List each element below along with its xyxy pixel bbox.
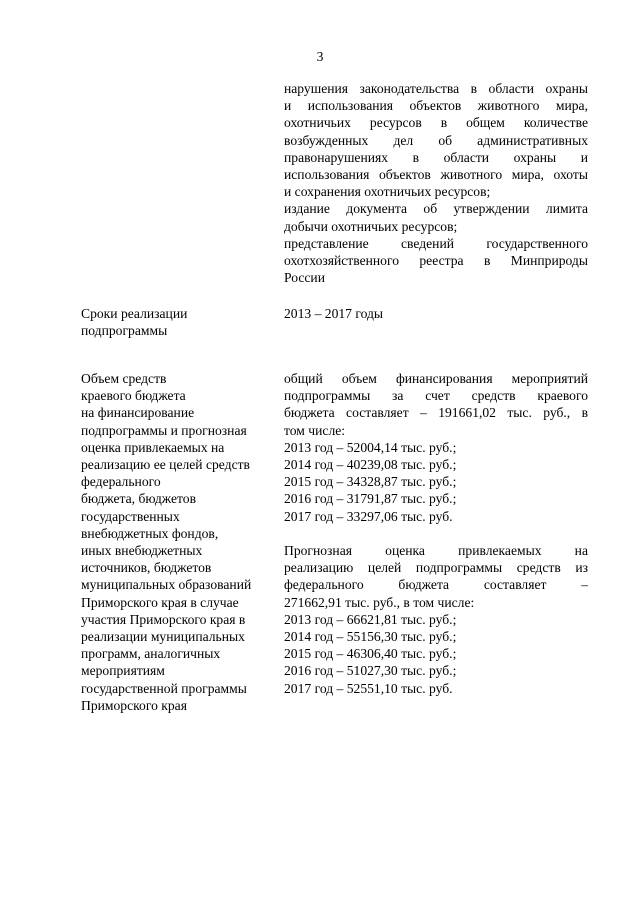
label-line: бюджета, бюджетов bbox=[81, 491, 197, 507]
text-line: федерального бюджета составляет – bbox=[284, 577, 588, 593]
text-line: и использования объектов животного мира, bbox=[284, 98, 588, 114]
text-line: использования объектов животного мира, охоты bbox=[284, 167, 588, 183]
label-line: краевого бюджета bbox=[81, 388, 186, 404]
label-line: программ, аналогичных bbox=[81, 646, 221, 662]
text-line: Прогнозная оценка привлекаемых на bbox=[284, 543, 588, 558]
label-line: муниципальных образований bbox=[81, 577, 252, 593]
text-line: нарушения законодательства в области охраны bbox=[284, 81, 588, 96]
label-line: Приморского края в случае bbox=[81, 594, 239, 610]
text-line: представление сведений государственного bbox=[284, 235, 588, 251]
text-line: подпрограммы за счет средств краевого bbox=[284, 388, 588, 404]
label-line: участия Приморского края в bbox=[81, 611, 246, 627]
text-line: охотничьих ресурсов в общем количестве bbox=[284, 115, 588, 131]
label-line: мероприятиям bbox=[81, 663, 165, 679]
label-line: иных внебюджетных bbox=[81, 543, 203, 559]
label-line: на финансирование bbox=[81, 405, 195, 421]
label-line: оценка привлекаемых на bbox=[81, 439, 225, 455]
text-line: реализацию целей подпрограммы средств из bbox=[284, 560, 588, 576]
text-line: общий объем финансирования мероприятий bbox=[284, 371, 588, 386]
text-line: России bbox=[284, 270, 325, 286]
label-line: подпрограммы и прогнозная bbox=[81, 422, 247, 438]
label-line: реализацию ее целей средств bbox=[81, 457, 250, 473]
label-line: Приморского края bbox=[81, 697, 187, 713]
label-line: Сроки реализации bbox=[81, 306, 188, 321]
label-line: внебюджетных фондов, bbox=[81, 525, 219, 541]
label-line: Объем средств bbox=[81, 371, 167, 386]
text-line: правонарушениях в области охраны и bbox=[284, 149, 588, 165]
year-amount-line: 2015 год – 46306,40 тыс. руб.; bbox=[284, 646, 457, 662]
text-line: издание документа об утверждении лимита bbox=[284, 201, 588, 217]
text-line: охотхозяйственного реестра в Минприроды bbox=[284, 253, 588, 269]
text-line: 271662,91 тыс. руб., в том числе: bbox=[284, 594, 475, 610]
year-amount-line: 2017 год – 52551,10 тыс. руб. bbox=[284, 680, 453, 696]
year-amount-line: 2013 год – 66621,81 тыс. руб.; bbox=[284, 611, 457, 627]
label-line: реализации муниципальных bbox=[81, 629, 245, 645]
label-line: подпрограммы bbox=[81, 323, 168, 339]
timing-value bbox=[284, 305, 588, 322]
year-amount-line: 2013 год – 52004,14 тыс. руб.; bbox=[284, 439, 457, 455]
federal-funding-text bbox=[284, 542, 588, 697]
timing-label bbox=[81, 305, 276, 339]
top-section-text bbox=[284, 80, 588, 286]
year-amount-line: 2016 год – 51027,30 тыс. руб.; bbox=[284, 663, 457, 679]
funding-label bbox=[81, 370, 276, 714]
year-amount-line: 2015 год – 34328,87 тыс. руб.; bbox=[284, 474, 457, 490]
label-line: федерального bbox=[81, 474, 161, 490]
year-amount-line: 2016 год – 31791,87 тыс. руб.; bbox=[284, 491, 457, 507]
year-amount-line: 2014 год – 40239,08 тыс. руб.; bbox=[284, 457, 457, 473]
label-line: государственных bbox=[81, 508, 180, 524]
text-line: том числе: bbox=[284, 422, 346, 438]
text-line: и сохранения охотничьих ресурсов; bbox=[284, 184, 491, 200]
text-line: бюджета составляет – 191661,02 тыс. руб., в bbox=[284, 405, 588, 421]
label-line: государственной программы bbox=[81, 680, 247, 696]
timing-value-text: 2013 – 2017 годы bbox=[284, 306, 384, 321]
text-line: возбужденных дел об административных bbox=[284, 132, 588, 148]
regional-funding-text bbox=[284, 370, 588, 525]
text-line: добычи охотничьих ресурсов; bbox=[284, 218, 458, 234]
year-amount-line: 2014 год – 55156,30 тыс. руб.; bbox=[284, 629, 457, 645]
page-number: 3 bbox=[316, 49, 324, 64]
year-amount-line: 2017 год – 33297,06 тыс. руб. bbox=[284, 508, 453, 524]
label-line: источников, бюджетов bbox=[81, 560, 212, 576]
